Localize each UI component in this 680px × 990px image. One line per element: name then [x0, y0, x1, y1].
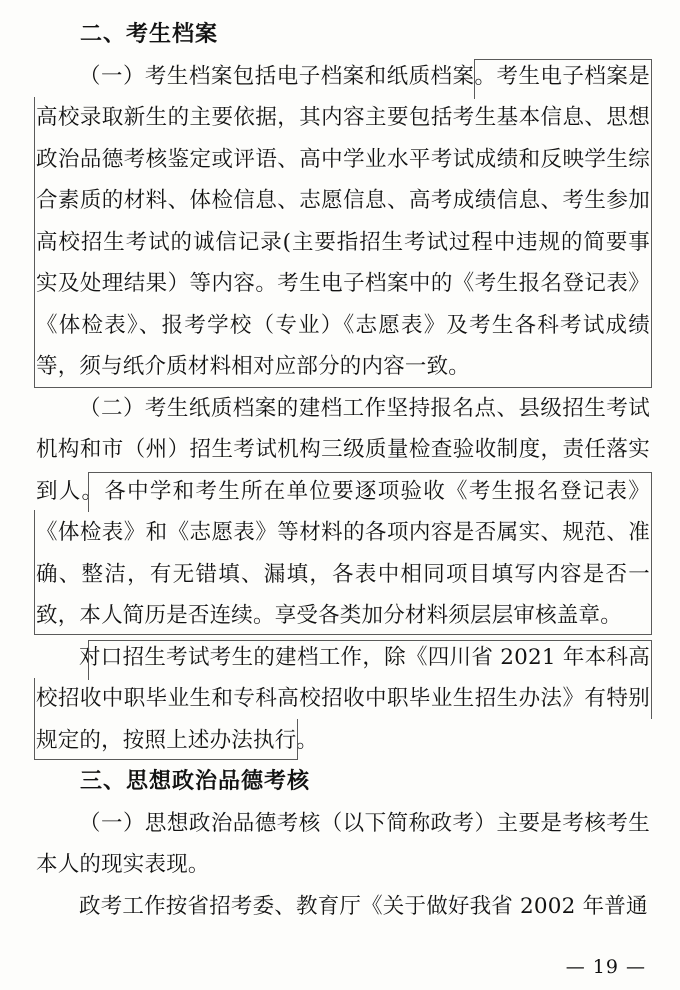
paragraph-block-2-1	[36, 56, 650, 388]
paragraph-block-2-2	[36, 388, 650, 637]
paragraph-2-2: （二）考生纸质档案的建档工作坚持报名点、县级招生考试机构和市（州）招生考试机构三级质量检查验收制度，责任落实到人。各中学和考生所在单位要逐项验收《考生报名登记表》《体检表》和《志愿表》等材料的各项内容是否属实、规范、准确、整洁，有无错填、漏填，各表中相同项目填写内容是否一致，本人简历是否连续。享受各类加分材料须层层审核盖章。	[36, 395, 650, 628]
paragraph-2-3: 对口招生考试考生的建档工作，除《四川省 2021 年本科高校招收中职毕业生和专科高校招收中职毕业生招生办法》有特别规定的，按照上述办法执行。	[36, 644, 650, 753]
page-number: — 19 —	[565, 956, 646, 978]
paragraph-block-2-3	[36, 637, 650, 762]
section-heading-3: 三、思想政治品德考核	[80, 768, 311, 794]
paragraph-3-1: （一）思想政治品德考核（以下简称政考）主要是考核考生本人的现实表现。	[36, 810, 650, 877]
document-body	[36, 14, 650, 927]
section-heading-2: 二、考生档案	[80, 21, 219, 47]
paragraph-2-1: （一）考生档案包括电子档案和纸质档案。考生电子档案是高校录取新生的主要依据，其内容主要包括考生基本信息、思想政治品德考核鉴定或评语、高中学业水平考试成绩和反映学生综合素质的材料、体检信息、志愿信息、高考成绩信息、考生参加高校招生考试的诚信记录(主要指招生考试过程中违规的简要事实及处理结果）等内容。考生电子档案中的《考生报名登记表》《体检表》、报考学校（专业）《志愿表》及考生各科考试成绩等，须与纸介质材料相对应部分的内容一致。	[36, 63, 650, 379]
paragraph-3-2: 政考工作按省招考委、教育厅《关于做好我省 2002 年普通	[79, 893, 648, 919]
